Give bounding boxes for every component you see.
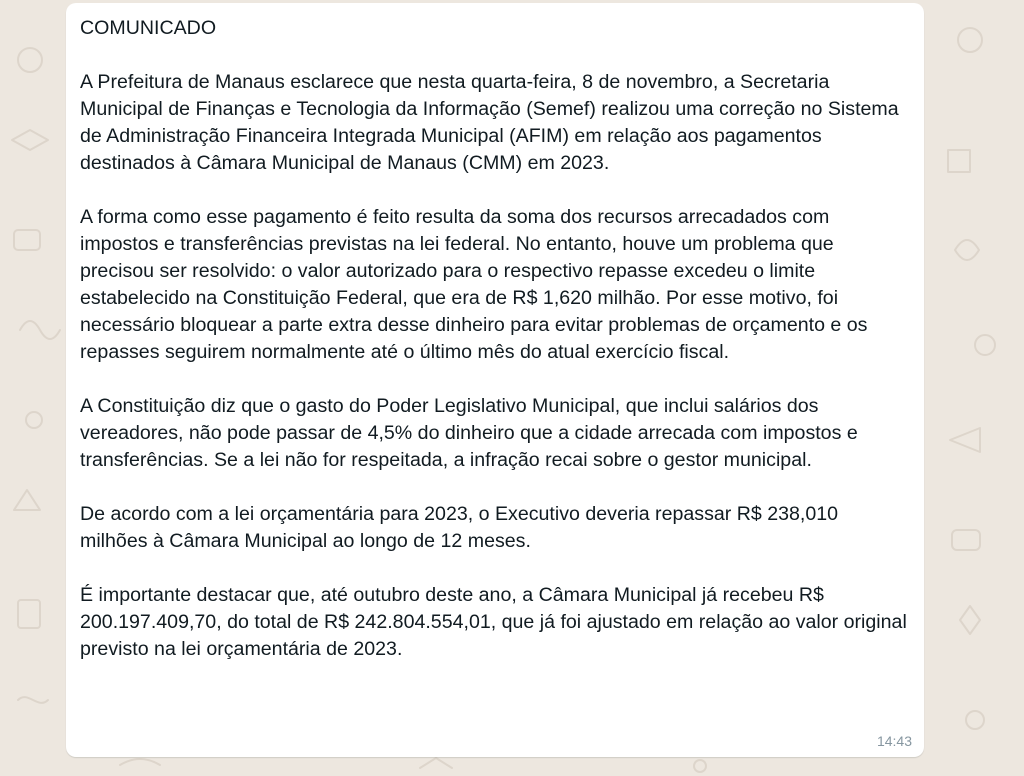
message-title: COMUNICADO bbox=[80, 17, 217, 39]
message-paragraph-2: A forma como esse pagamento é feito resulta da soma dos recursos arrecadados com impostos e transferências previstas na lei federal. No entanto, houve um problema que precisou ser resolvido: o valor autorizado para o respectivo repasse excedeu o limite estabelecido na Constituição Federal, que era de R$ 1,620 milhão. Por esse motivo, foi necessário bloquear a parte extra desse dinheiro para evitar problemas de orçamento e os repasses seguirem normalmente até o último mês do atual exercício fiscal. bbox=[80, 206, 868, 363]
message-text bbox=[80, 15, 910, 663]
message-bubble[interactable] bbox=[66, 3, 924, 757]
message-paragraph-1: A Prefeitura de Manaus esclarece que nesta quarta-feira, 8 de novembro, a Secretaria Municipal de Finanças e Tecnologia da Informação (Semef) realizou uma correção no Sistema de Administração Financeira Integrada Municipal (AFIM) em relação aos pagamentos destinados à Câmara Municipal de Manaus (CMM) em 2023. bbox=[80, 71, 899, 174]
message-timestamp: 14:43 bbox=[876, 733, 912, 749]
message-paragraph-5: É importante destacar que, até outubro deste ano, a Câmara Municipal já recebeu R$ 200.197.409,70, do total de R$ 242.804.554,01, que já foi ajustado em relação ao valor original previsto na lei orçamentária de 2023. bbox=[80, 584, 907, 660]
message-paragraph-3: A Constituição diz que o gasto do Poder Legislativo Municipal, que inclui salários dos vereadores, não pode passar de 4,5% do dinheiro que a cidade arrecada com impostos e transferências. Se a lei não for respeitada, a infração recai sobre o gestor municipal. bbox=[80, 395, 858, 471]
message-paragraph-4: De acordo com a lei orçamentária para 2023, o Executivo deveria repassar R$ 238,010 milhões à Câmara Municipal ao longo de 12 meses. bbox=[80, 503, 839, 552]
